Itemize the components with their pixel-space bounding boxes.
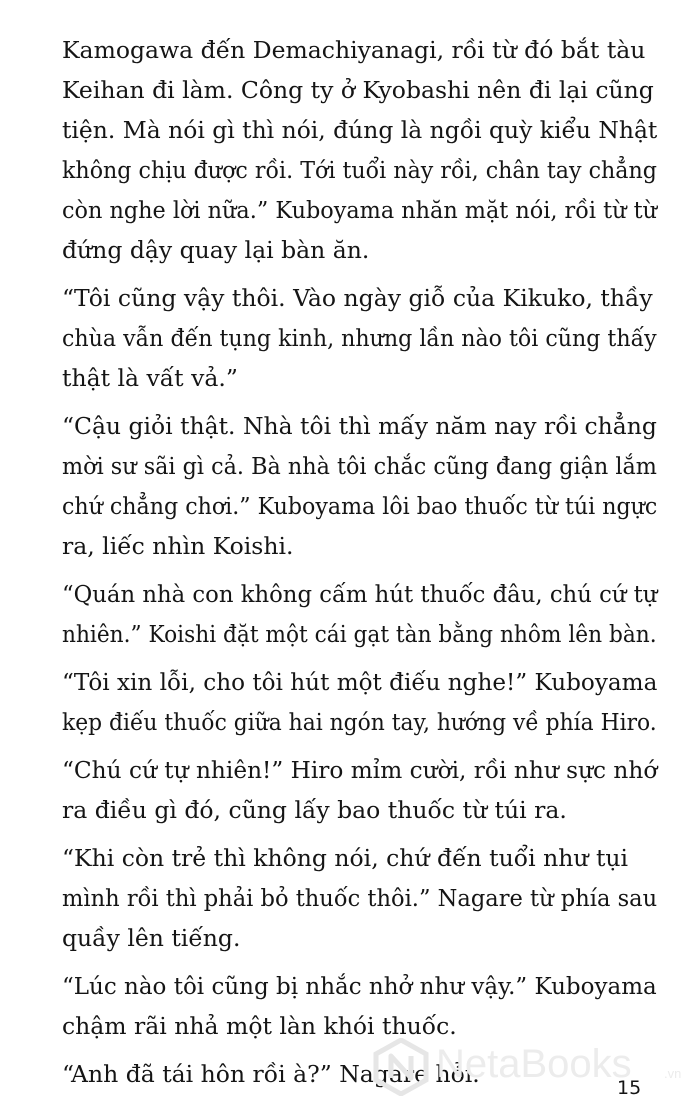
text-line: nhiên.” Koishi đặt một cái gạt tàn bằng nhôm lên bàn.: [62, 620, 657, 648]
text-line: Keihan đi làm. Công ty ở Kyobashi nên đi lại cũng: [62, 76, 654, 104]
text-line: “Tôi cũng vậy thôi. Vào ngày giỗ của Kikuko, thầy: [62, 284, 653, 312]
text-line: mời sư sãi gì cả. Bà nhà tôi chắc cũng đang giận lắm: [62, 452, 657, 480]
text-line: ra điều gì đó, cũng lấy bao thuốc từ túi ra.: [62, 796, 567, 824]
text-line: tiện. Mà nói gì thì nói, đúng là ngồi quỳ kiểu Nhật: [62, 116, 658, 144]
page-number: 15: [617, 1077, 642, 1099]
text-line: “Anh đã tái hôn rồi à?” Nagare hỏi.: [62, 1060, 480, 1088]
text-line: chùa vẫn đến tụng kinh, nhưng lần nào tôi cũng thấy: [62, 324, 657, 352]
text-line: chậm rãi nhả một làn khói thuốc.: [62, 1012, 457, 1040]
text-line: ra, liếc nhìn Koishi.: [62, 532, 294, 560]
text-line: chứ chẳng chơi.” Kuboyama lôi bao thuốc từ túi ngực: [62, 492, 658, 520]
text-line: mình rồi thì phải bỏ thuốc thôi.” Nagare từ phía sau: [62, 884, 658, 912]
text-line: “Chú cứ tự nhiên!” Hiro mỉm cười, rồi như sực nhớ: [62, 756, 658, 784]
text-line: quầy lên tiếng.: [62, 924, 241, 952]
text-line: “Quán nhà con không cấm hút thuốc đâu, chú cứ tự: [62, 580, 658, 608]
text-line: kẹp điếu thuốc giữa hai ngón tay, hướng về phía Hiro.: [62, 708, 657, 736]
text-line: thật là vất vả.”: [62, 364, 238, 392]
watermark-suffix: .vn: [664, 1066, 682, 1081]
text-line: “Khi còn trẻ thì không nói, chứ đến tuổi như tụi: [62, 844, 629, 872]
watermark-brand: NetaBooks: [436, 1042, 632, 1086]
text-line: “Lúc nào tôi cũng bị nhắc nhở như vậy.” Kuboyama: [62, 972, 657, 1000]
text-line: không chịu được rồi. Tới tuổi này rồi, chân tay chẳng: [62, 156, 657, 184]
text-line: Kamogawa đến Demachiyanagi, rồi từ đó bắt tàu: [62, 36, 646, 64]
netabooks-logo-icon: [372, 1038, 430, 1096]
watermark: [372, 1032, 700, 1102]
text-line: “Cậu giỏi thật. Nhà tôi thì mấy năm nay rồi chẳng: [62, 412, 657, 440]
text-line: “Tôi xin lỗi, cho tôi hút một điếu nghe!” Kuboyama: [62, 668, 658, 696]
text-line: đứng dậy quay lại bàn ăn.: [62, 236, 370, 264]
text-line: còn nghe lời nữa.” Kuboyama nhăn mặt nói, rồi từ từ: [62, 196, 657, 224]
